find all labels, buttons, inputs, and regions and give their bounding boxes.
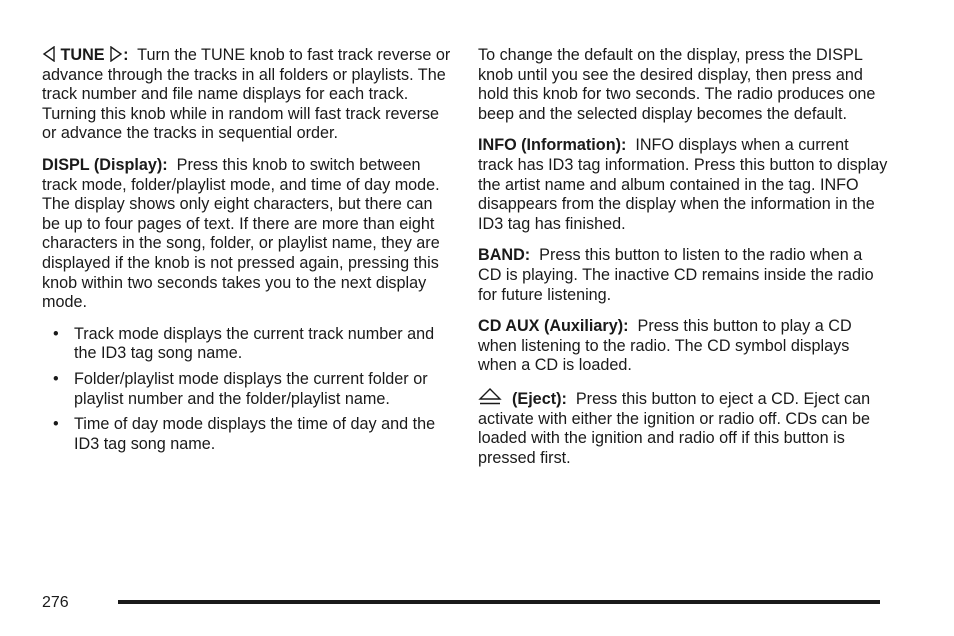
eject-label: (Eject): [512,389,567,408]
bullet-icon: • [53,369,59,388]
display-modes-list [42,325,452,455]
list-item-text: Time of day mode displays the time of day and the ID3 tag song name. [74,415,436,453]
cdaux-text: Press this button to play a CD when listening to the radio. The CD symbol displays when a CD is loaded. [478,317,852,375]
list-item [42,415,452,454]
cdaux-paragraph [478,317,888,376]
left-column [42,46,452,460]
cdaux-label: CD AUX (Auxiliary): [478,317,629,336]
list-item [42,325,452,364]
footer-divider [118,600,880,604]
eject-paragraph [478,388,888,468]
list-item [42,370,452,409]
bullet-icon: • [53,415,59,434]
bullet-icon: • [53,324,59,343]
eject-icon [478,388,502,406]
band-paragraph [478,246,888,305]
right-column [478,46,888,480]
band-label: BAND: [478,246,531,265]
info-label: INFO (Information): [478,136,627,155]
tune-right-arrow-icon [109,46,123,62]
displ-paragraph [42,156,452,313]
displ-label: DISPL (Display): [42,155,168,174]
list-item-text: Folder/playlist mode displays the current folder or playlist number and the folder/playlist name. [74,369,428,408]
info-text: INFO displays when a current track has ID3 tag information. Press this button to display the artist name and album contained in the tag. INFO disappears from the display when the information in the ID3 tag has finished. [478,136,888,233]
page-number: 276 [42,594,69,611]
info-paragraph [478,136,888,234]
tune-label: TUNE [60,46,105,64]
tune-left-arrow-icon [42,46,56,62]
band-text: Press this button to listen to the radio when a CD is playing. The inactive CD remains inside the radio for future listening. [478,246,874,304]
tune-text: Turn the TUNE knob to fast track reverse or advance through the tracks in all folders or playlists. The track number and file name displays for each track. Turning this knob while in random will fast track reverse or advance the tracks in sequential order. [42,46,451,143]
eject-text: Press this button to eject a CD. Eject can activate with either the ignition or radio off. CDs can be loaded with the ignition and radio off if this button is pressed first. [478,389,871,467]
default-text: To change the default on the display, press the DISPL knob until you see the desired display, then press and hold this knob for two seconds. The radio produces one beep and the selected display becomes the default. [478,46,876,123]
tune-paragraph [42,46,452,144]
tune-colon: : [123,46,129,64]
list-item-text: Track mode displays the current track number and the ID3 tag song name. [74,324,435,363]
default-paragraph [478,46,888,124]
displ-text: Press this knob to switch between track mode, folder/playlist mode, and time of day mode. The display shows only eight characters, but there can be up to four pages of text. If there are more than eight characters in the song, folder, or playlist name, they are displayed if the knob is not pressed again, pressing this knob within two seconds takes you to the next display mode. [42,155,440,312]
